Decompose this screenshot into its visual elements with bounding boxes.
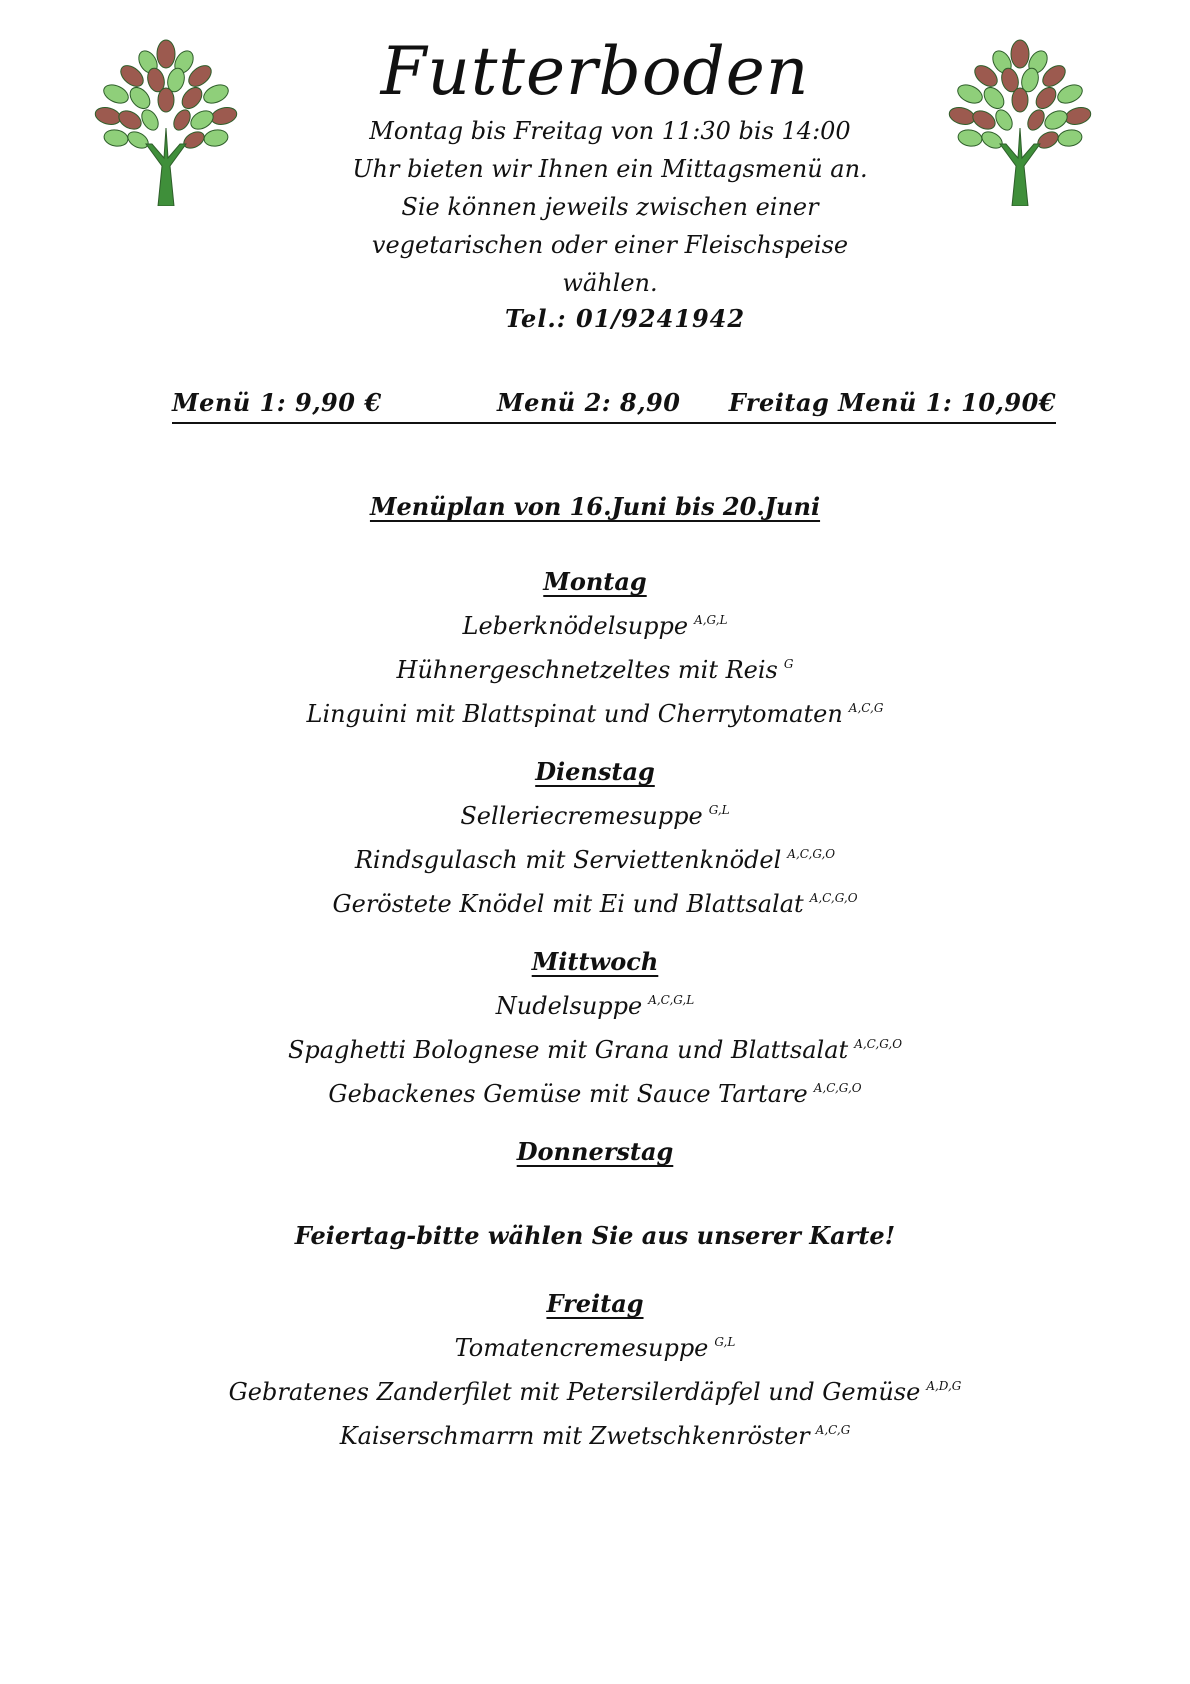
day-wednesday: [0, 943, 1190, 1113]
dish-name: Nudelsuppe: [495, 992, 643, 1020]
day-tuesday: [0, 753, 1190, 923]
allergen-codes: G,L: [714, 1335, 736, 1349]
day-heading-text: Freitag: [546, 1289, 644, 1318]
day-heading: [0, 943, 1190, 981]
allergen-codes: A,C,G: [815, 1423, 851, 1437]
allergen-codes: G,L: [708, 803, 730, 817]
price-row: [172, 386, 1056, 424]
intro-line: wählen.: [562, 269, 658, 297]
dish: [0, 689, 1190, 733]
tree-trunk: [146, 128, 186, 206]
intro-text: [345, 112, 875, 302]
dish-name: Gebackenes Gemüse mit Sauce Tartare: [328, 1080, 808, 1108]
telephone-number: Tel.: 01/9241942: [504, 304, 746, 333]
day-heading-text: Dienstag: [535, 757, 655, 786]
allergen-codes: G: [783, 657, 794, 671]
dish: [0, 601, 1190, 645]
day-heading: [0, 753, 1190, 791]
dish: [0, 1025, 1190, 1069]
dish: [0, 791, 1190, 835]
intro-line: Uhr bieten wir Ihnen ein Mittagsmenü an.: [352, 155, 868, 183]
day-heading-text: Montag: [543, 567, 647, 596]
dish: [0, 1323, 1190, 1367]
day-thursday: [0, 1133, 1190, 1171]
dish: [0, 981, 1190, 1025]
day-heading-text: Mittwoch: [531, 947, 659, 976]
allergen-codes: A,C,G,O: [854, 1037, 903, 1051]
day-heading: [0, 1133, 1190, 1171]
price-menu-2: Menü 2: 8,90: [497, 388, 681, 417]
dish: [0, 835, 1190, 879]
dish-name: Tomatencremesuppe: [454, 1334, 709, 1362]
allergen-codes: A,G,L: [694, 613, 728, 627]
dish-name: Selleriecremesuppe: [460, 802, 703, 830]
dish: [0, 1367, 1190, 1411]
menu-plan-title: [0, 492, 1190, 521]
allergen-codes: A,C,G: [848, 701, 884, 715]
dish-name: Linguini mit Blattspinat und Cherrytomaten: [306, 700, 843, 728]
allergen-codes: A,C,G,L: [648, 993, 695, 1007]
dish-name: Rindsgulasch mit Serviettenknödel: [354, 846, 782, 874]
intro-line: vegetarischen oder einer Fleischspeise: [371, 231, 849, 259]
day-heading-text: Donnerstag: [516, 1137, 674, 1166]
dish-name: Spaghetti Bolognese mit Grana und Blattsalat: [287, 1036, 849, 1064]
day-heading: [0, 563, 1190, 601]
allergen-codes: A,C,G,O: [787, 847, 836, 861]
dish: [0, 879, 1190, 923]
dish: [0, 1069, 1190, 1113]
dish-name: Hühnergeschnetzeltes mit Reis: [396, 656, 778, 684]
menu-plan-title-text: Menüplan von 16.Juni bis 20.Juni: [369, 492, 821, 521]
day-monday: [0, 563, 1190, 733]
dish-name: Gebratenes Zanderfilet mit Petersilerdäpfel und Gemüse: [228, 1378, 921, 1406]
tree-trunk: [1000, 128, 1040, 206]
day-friday: [0, 1285, 1190, 1455]
day-heading: [0, 1285, 1190, 1323]
dish: [0, 1411, 1190, 1455]
allergen-codes: A,C,G,O: [813, 1081, 862, 1095]
intro-line: Sie können jeweils zwischen einer: [401, 193, 819, 221]
restaurant-title: Futterboden: [380, 33, 810, 110]
dish-name: Kaiserschmarrn mit Zwetschkenröster: [339, 1422, 810, 1450]
holiday-note: Feiertag-bitte wählen Sie aus unserer Karte!: [294, 1221, 896, 1250]
price-friday-menu-1: Freitag Menü 1: 10,90€: [728, 388, 1056, 417]
dish-name: Leberknödelsuppe: [462, 612, 689, 640]
price-menu-1: Menü 1: 9,90 €: [172, 388, 382, 417]
allergen-codes: A,C,G,O: [809, 891, 858, 905]
intro-line: Montag bis Freitag von 11:30 bis 14:00: [369, 117, 851, 145]
dish: [0, 645, 1190, 689]
dish-name: Geröstete Knödel mit Ei und Blattsalat: [332, 890, 804, 918]
allergen-codes: A,D,G: [926, 1379, 962, 1393]
